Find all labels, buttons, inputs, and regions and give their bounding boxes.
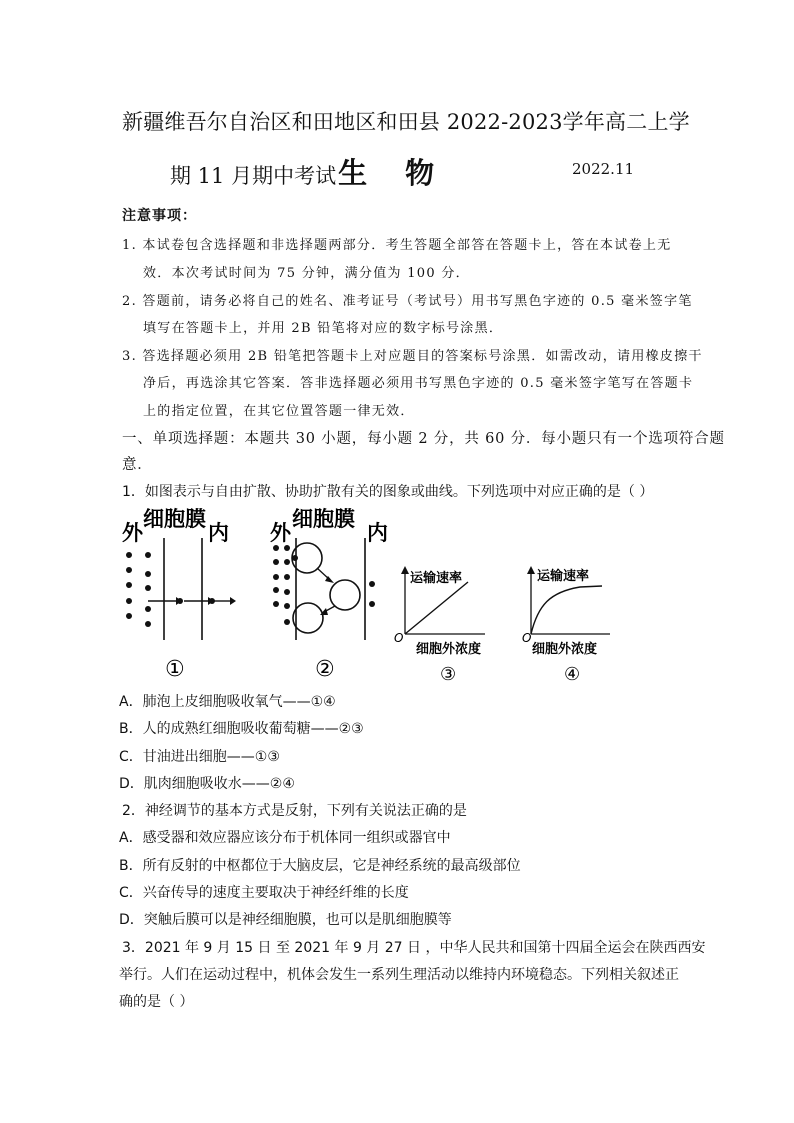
notice-line: 3. 答选择题必须用 2B 铅笔把答题卡上对应题目的答案标号涂黑．如需改动，请用橡皮擦干: [122, 349, 703, 364]
question-1-option-b: B．人的成熟红细胞吸收葡萄糖——②③: [119, 721, 364, 737]
y-axis-arrow: [401, 566, 409, 574]
figure-2-label: ②: [315, 657, 335, 682]
figure-2-inside-label: 内: [367, 521, 388, 545]
question-3-stem-line1: 3．2021 年 9 月 15 日 至 2021 年 9 月 27 日 ，中华人民共和国第十四届全运会在陕西西安: [122, 940, 706, 956]
question-2-stem: 2．神经调节的基本方式是反射，下列有关说法正确的是: [122, 803, 467, 819]
notice-heading: 注意事项：: [122, 208, 197, 224]
question-1-option-a: A．肺泡上皮细胞吸收氧气——①④: [119, 694, 336, 710]
linear-curve: [405, 582, 468, 634]
figure-2-outside-label: 外: [270, 521, 291, 545]
carrier-proteins: [292, 543, 360, 633]
question-2-option-c: C．兴奋传导的速度主要取决于神经纤维的长度: [119, 885, 409, 901]
notice-line: 填写在答题卡上，并用 2B 铅笔将对应的数字标号涂黑．: [143, 321, 504, 336]
question-2-option-a: A．感受器和效应器应该分布于机体同一组织或器官中: [119, 830, 451, 846]
exam-subject: 生 物: [338, 156, 449, 190]
figure-1-inside-label: 内: [208, 521, 229, 545]
notice-line: 净后，再选涂其它答案．答非选择题必须用书写黑色字迹的 0.5 毫米签字笔写在答题卡: [143, 376, 694, 391]
figure-4-origin: O: [522, 631, 532, 645]
saturation-curve: [531, 586, 602, 634]
exam-title-line1: 新疆维吾尔自治区和田地区和田县 2022-2023学年高二上学: [122, 110, 690, 134]
figure-3-y-axis-label: 运输速率: [410, 571, 463, 586]
figure-3-origin: O: [394, 631, 404, 645]
figure-1-outside-label: 外: [122, 521, 143, 545]
figure-4-y-axis-label: 运输速率: [537, 569, 590, 584]
figure-1-membrane-label: 细胞膜: [143, 507, 206, 531]
question-2-option-b: B．所有反射的中枢都位于大脑皮层，它是神经系统的最高级部位: [119, 858, 521, 874]
figure-4-x-axis-label: 细胞外浓度: [532, 642, 598, 657]
figure-3-x-axis-label: 细胞外浓度: [416, 642, 482, 657]
question-1-option-d: D．肌肉细胞吸收水——②④: [119, 776, 295, 792]
section-heading: 一、单项选择题：本题共 30 小题，每小题 2 分，共 60 分．每小题只有一个选项符合题: [122, 431, 725, 447]
question-3-stem-line3: 确的是（ ）: [119, 994, 194, 1010]
exam-title-term: 期 11 月期中考试: [170, 164, 337, 188]
figure-3-linear-graph: [394, 566, 485, 685]
question-2-option-d: D．突触后膜可以是神经细胞膜，也可以是肌细胞膜等: [119, 912, 452, 928]
notice-line: 上的指定位置，在其它位置答题一律无效．: [143, 404, 415, 419]
exam-title-line2: [170, 151, 448, 192]
question-3-stem-line2: 举行。人们在运动过程中，机体会发生一系列生理活动以维持内环境稳态。下列相关叙述正: [119, 967, 679, 983]
question-1-stem: 1．如图表示与自由扩散、协助扩散有关的图象或曲线。下列选项中对应正确的是（ ）: [122, 484, 654, 500]
section-heading-cont: 意．: [122, 457, 153, 473]
notice-line: 效．本次考试时间为 75 分钟，满分值为 100 分．: [143, 266, 470, 281]
figure-3-label: ③: [440, 664, 457, 685]
figure-2-membrane-label: 细胞膜: [292, 507, 355, 531]
figure-4-saturation-graph: [522, 566, 610, 685]
figure-1-label: ①: [165, 657, 185, 682]
figure-2-facilitated-diffusion: [270, 507, 388, 682]
notice-line: 1. 本试卷包含选择题和非选择题两部分．考生答题全部答在答题卡上，答在本试卷上无: [122, 238, 672, 253]
notice-line: 2. 答题前，请务必将自己的姓名、准考证号（考试号）用书写黑色字迹的 0.5 毫米签字笔: [122, 294, 693, 309]
exam-date: 2022.11: [572, 160, 635, 178]
question-1-option-c: C．甘油进出细胞——①③: [119, 749, 280, 765]
question-1-figure: [110, 500, 630, 690]
y-axis-arrow: [527, 566, 535, 574]
diffusion-arrow: [148, 597, 236, 605]
figure-1-free-diffusion: [122, 507, 236, 682]
figure-4-label: ④: [564, 664, 581, 685]
